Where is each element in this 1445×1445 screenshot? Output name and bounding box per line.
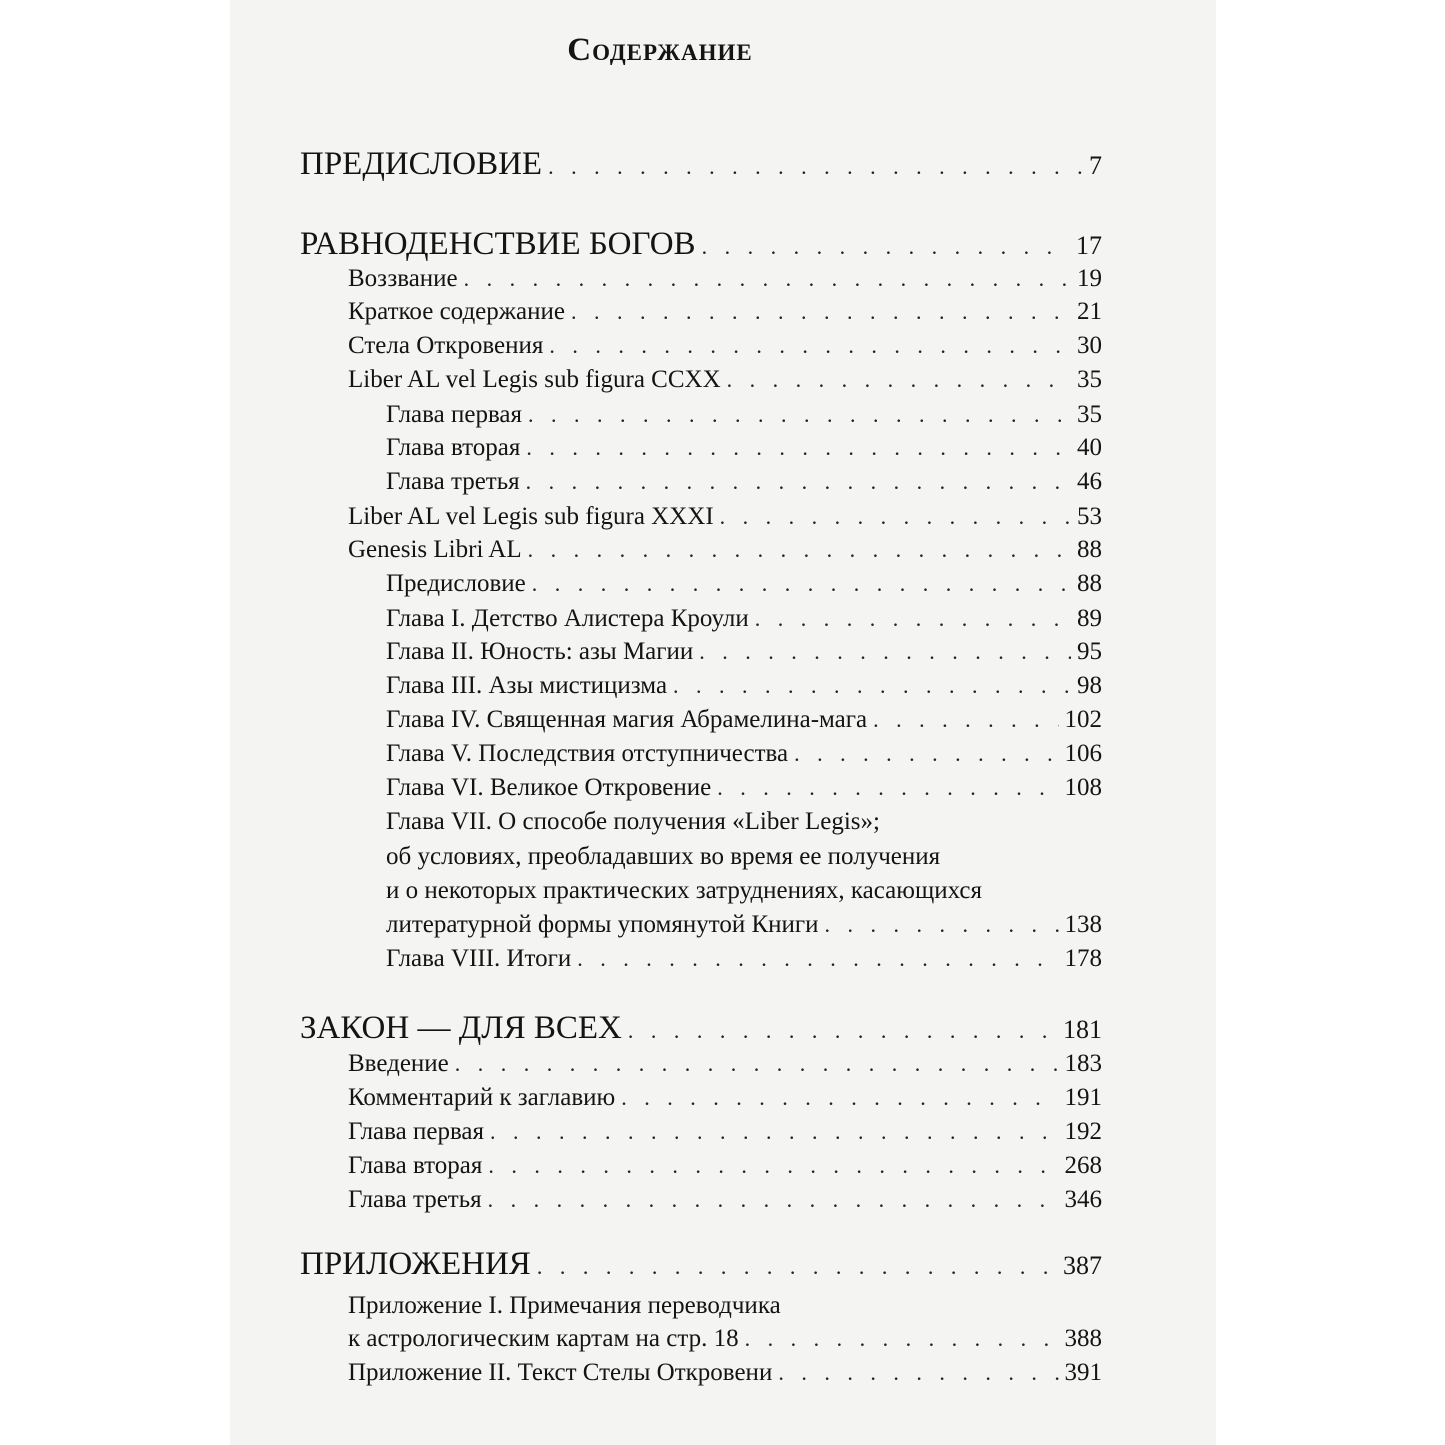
toc-entry-line: Приложение I. Примечания переводчика [348, 1292, 781, 1319]
toc-entry: Глава третья . . . 46 [300, 468, 1102, 496]
toc-entry-line: и о некоторых практических затруднениях, касающихся [386, 877, 982, 904]
toc-entry: Глава III. Азы мистицизма . . . 98 [300, 672, 1102, 700]
toc-entry-law: ЗАКОН — ДЛЯ ВСЕХ . . . 181 [300, 1010, 1102, 1047]
toc-entry: Глава IV. Священная магия Абрамелина-мага . . . 102 [300, 706, 1102, 734]
toc-entry-line: Глава VII. О способе получения «Liber Legis»; [386, 808, 880, 835]
toc-entry: Глава II. Юность: азы Магии . . . 95 [300, 638, 1102, 666]
toc-entry: Глава вторая . . . 40 [300, 434, 1102, 462]
toc-entry: Глава I. Детство Алистера Кроули . . . 89 [300, 605, 1102, 633]
toc-entry: Предисловие . . . 88 [300, 570, 1102, 598]
toc-entry: Воззвание . . . 19 [300, 265, 1102, 293]
toc-entry-preface: ПРЕДИСЛОВИЕ . . . 7 [300, 146, 1102, 183]
toc-entry-equinox: РАВНОДЕНСТВИЕ БОГОВ . . . 17 [300, 226, 1102, 263]
toc-entry: Глава V. Последствия отступничества . . . 106 [300, 740, 1102, 768]
book-page [230, 0, 1216, 1445]
toc-entry: Глава VIII. Итоги . . . 178 [300, 945, 1102, 973]
toc-entry: Genesis Libri AL . . . 88 [300, 536, 1102, 564]
toc-entry: Комментарий к заглавию . . . 191 [300, 1084, 1102, 1112]
toc-entry: Глава первая . . . 35 [300, 401, 1102, 429]
toc-entry-appendices: ПРИЛОЖЕНИЯ . . . 387 [300, 1246, 1102, 1283]
toc-entry: к астрологическим картам на стр. 18 . . . 388 [300, 1325, 1102, 1353]
toc-entry: Liber AL vel Legis sub figura CCXX . . . 35 [300, 366, 1102, 394]
toc-entry: Глава третья . . . 346 [300, 1186, 1102, 1214]
toc-entry: Краткое содержание . . . 21 [300, 298, 1102, 326]
toc-entry: Liber AL vel Legis sub figura XXXI . . . 53 [300, 503, 1102, 531]
toc-entry: Глава вторая . . . 268 [300, 1152, 1102, 1180]
toc-entry: Введение . . . 183 [300, 1050, 1102, 1078]
toc-entry: Глава VI. Великое Откровение . . . 108 [300, 774, 1102, 802]
toc-entry: Стела Откровения . . . 30 [300, 332, 1102, 360]
page-title: Содержание [567, 32, 753, 68]
toc-entry-line: об условиях, преобладавших во время ее получения [386, 843, 941, 870]
toc-entry: Глава первая . . . 192 [300, 1118, 1102, 1146]
toc-entry: литературной формы упомянутой Книги . . . 138 [300, 911, 1102, 939]
toc-entry: Приложение II. Текст Стелы Откровени . . . 391 [300, 1359, 1102, 1387]
